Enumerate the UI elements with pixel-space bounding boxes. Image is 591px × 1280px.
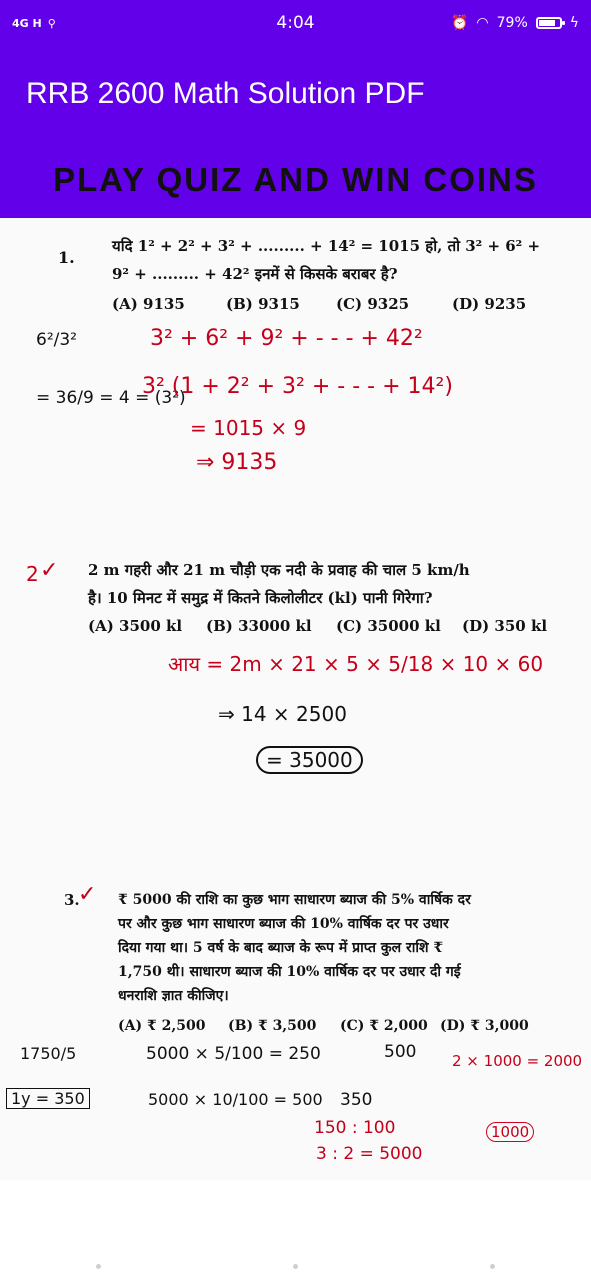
question-number: 1. (58, 248, 75, 267)
option-d: (D) ₹ 3,000 (440, 1018, 529, 1034)
question-number: 2 (26, 562, 39, 586)
option-b: (B) 9315 (226, 295, 300, 313)
network-label: 4G H (12, 16, 42, 30)
handwritten-working: 350 (340, 1090, 373, 1110)
handwritten-working: 1000 (486, 1122, 534, 1142)
app-bar (0, 46, 591, 142)
alarm-icon: ⏰ (450, 15, 469, 31)
status-bar (0, 0, 591, 46)
option-c: (C) ₹ 2,000 (340, 1018, 428, 1034)
question-text-line: 2 m गहरी और 21 m चौड़ी एक नदी के प्रवाह की चाल 5 km/h (88, 561, 470, 579)
play-quiz-banner[interactable] (0, 142, 591, 218)
quiz-banner-label: PLAY QUIZ AND WIN COINS (53, 161, 538, 198)
handwritten-working: 500 (384, 1042, 417, 1062)
question-text-line: धनराशि ज्ञात कीजिए। (118, 988, 229, 1004)
handwritten-working: = 1015 × 9 (190, 416, 307, 440)
handwritten-working: 150 : 100 (314, 1118, 396, 1138)
question-text-line: ₹ 5000 की राशि का कुछ भाग साधारण ब्याज की 5% वार्षिक दर (118, 892, 471, 908)
option-d: (D) 9235 (452, 295, 527, 313)
question-text-line: पर और कुछ भाग साधारण ब्याज की 10% वार्षिक दर पर उधार (118, 916, 449, 932)
question-text-line: 1,750 थी। साधारण ब्याज की 10% वार्षिक दर पर उधार दी गई (118, 964, 461, 980)
handwritten-answer: = 35000 (256, 746, 363, 774)
pdf-page-content[interactable] (0, 218, 591, 1180)
app-title: RRB 2600 Math Solution PDF (26, 77, 425, 110)
question-text-line: है। 10 मिनट में समुद्र में कितने किलोलीटर (kl) पानी गिरेगा? (88, 589, 433, 607)
option-a: (A) 9135 (112, 295, 185, 313)
system-nav-bar (0, 1252, 591, 1280)
option-a: (A) ₹ 2,500 (118, 1018, 206, 1034)
handwritten-note: = 36/9 = 4 = (3²) (36, 388, 186, 408)
tick-icon: ✓ (40, 558, 59, 583)
wifi-icon: ◠ (476, 15, 489, 31)
option-b: (B) 33000 kl (206, 617, 312, 635)
handwritten-working: 3² (1 + 2² + 3² + - - - + 14²) (142, 374, 453, 399)
network-indicator (12, 17, 56, 30)
battery-percent: 79% (496, 15, 528, 31)
question-text-line: दिया गया था। 5 वर्ष के बाद ब्याज के रूप में प्राप्त कुल राशि ₹ (118, 940, 444, 956)
handwritten-working: आय = 2m × 21 × 5 × 5/18 × 10 × 60 (168, 652, 544, 676)
handwritten-answer: ⇒ 9135 (196, 450, 278, 475)
handwritten-note: 1y = 350 (6, 1088, 90, 1109)
handwritten-note: 1750/5 (20, 1044, 77, 1063)
question-text-line: 9² + ......... + 42² इनमें से किसके बराबर है? (112, 265, 398, 283)
option-c: (C) 9325 (336, 295, 410, 313)
handwritten-note: 6²/3² (36, 330, 77, 350)
question-number: 3. (64, 891, 80, 909)
nav-back-dot[interactable] (96, 1264, 101, 1269)
charging-icon: ϟ (569, 15, 579, 31)
option-b: (B) ₹ 3,500 (228, 1018, 317, 1034)
clock: 4:04 (276, 13, 315, 33)
nav-home-dot[interactable] (293, 1264, 298, 1269)
option-c: (C) 35000 kl (336, 617, 441, 635)
handwritten-working: 2 × 1000 = 2000 (452, 1052, 583, 1070)
handwritten-working: 5000 × 10/100 = 500 (148, 1090, 323, 1109)
usb-icon: ⚲ (47, 16, 56, 30)
handwritten-working: 3² + 6² + 9² + - - - + 42² (150, 326, 423, 351)
handwritten-working: ⇒ 14 × 2500 (218, 702, 347, 726)
option-a: (A) 3500 kl (88, 617, 183, 635)
battery-icon (536, 17, 562, 29)
nav-recents-dot[interactable] (490, 1264, 495, 1269)
tick-icon: ✓ (78, 882, 97, 907)
question-text-line: यदि 1² + 2² + 3² + ......... + 14² = 1015 हो, तो 3² + 6² + (112, 237, 541, 255)
handwritten-working: 5000 × 5/100 = 250 (146, 1044, 321, 1064)
handwritten-working: 3 : 2 = 5000 (316, 1144, 423, 1164)
option-d: (D) 350 kl (462, 617, 548, 635)
